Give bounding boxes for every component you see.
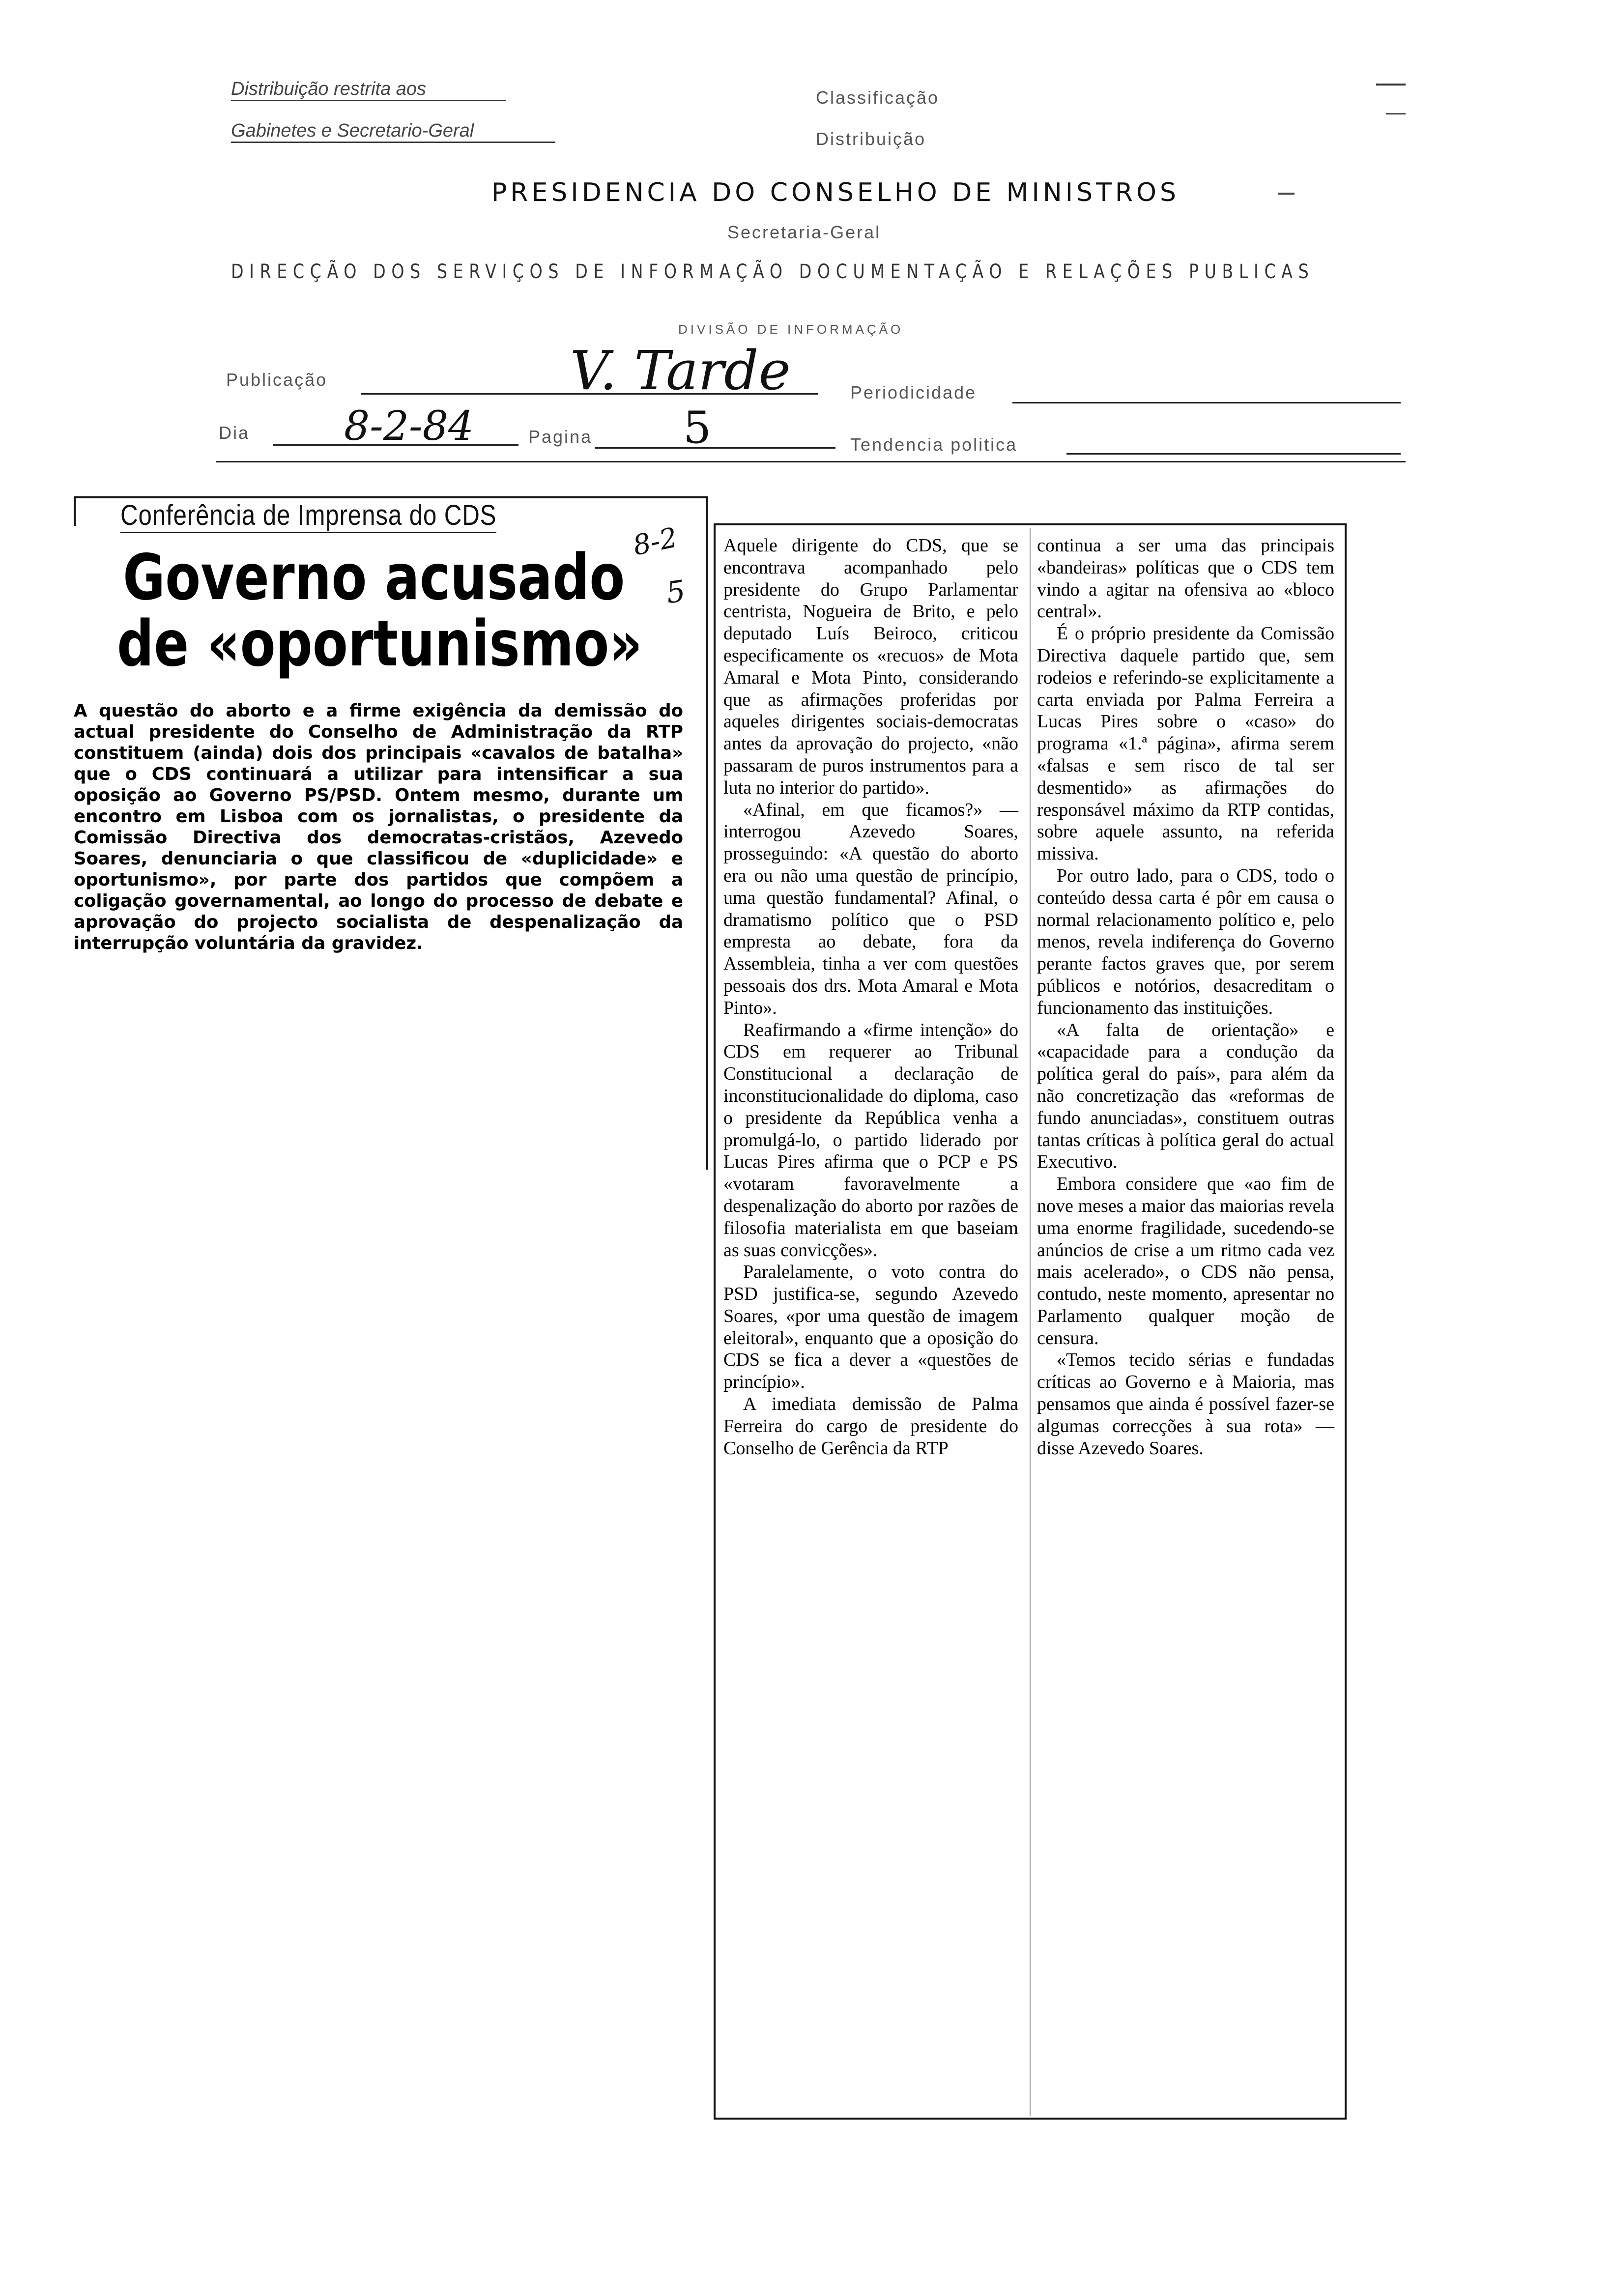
header-rule — [216, 461, 1406, 462]
publication-value: V. Tarde — [570, 339, 791, 402]
col1-paragraph-3: Reafirmando a «firme intenção» do CDS em requerer ao Tribunal Constitucional a declaração de inconstitucionalidade do diploma, caso o presidente da República venha a promulgá-lo, o partido liderado por Lucas Pires afirma que o PCP e PS «votaram favoravelmente a despenalização do aborto por razões de filosofia materialista em que baseiam as suas convicções». — [723, 1019, 1018, 1261]
distribution-note-line1: Distribuição restrita aos — [231, 79, 506, 101]
periodicity-line — [1012, 402, 1401, 403]
dash-mark — [1278, 193, 1295, 195]
division-label: DIVISÃO DE INFORMAÇÃO — [678, 322, 904, 337]
page-line — [595, 447, 835, 449]
col1-paragraph-4: Paralelamente, o voto contra do PSD justifica-se, segundo Azevedo Soares, «por uma questão de imagem eleitoral», enquanto que a oposição do CDS se fica a dever a «questões de princípio». — [723, 1262, 1018, 1393]
clipping-border-left — [74, 496, 76, 526]
col2-paragraph-4: «A falta de orientação» e «capacidade para a condução da política geral do país», para além da não concretização das «reformas de fundo anunciadas», constituem outras tantas críticas à política geral do actual Executivo. — [1037, 1019, 1334, 1173]
handwritten-page-note: 5 — [664, 574, 688, 611]
tendency-label: Tendencia politica — [850, 434, 1018, 455]
article-headline-line2: de «oportunismo» — [117, 607, 643, 681]
column-gutter-rule — [1030, 528, 1031, 2116]
col1-paragraph-1: Aquele dirigente do CDS, que se encontrava acompanhado pelo presidente do Grupo Parlamentar centrista, Nogueira de Brito, e pelo deputado Luís Beiroco, criticou especificamente os «recuos» de Mota Amaral e Mota Pinto, considerando que as afirmações proferidas por aqueles dirigentes sociais-democratas antes da aprovação do projecto, «não passaram de puros instrumentos para a luta no interior do partido». — [723, 535, 1018, 798]
col2-paragraph-6: «Temos tecido sérias e fundadas críticas ao Governo e à Maioria, mas pensamos que ainda é possível fazer-se algumas correcções à sua rota» — disse Azevedo Soares. — [1037, 1349, 1334, 1459]
article-column-1 — [723, 535, 1018, 1459]
col1-paragraph-2: «Afinal, em que ficamos?» — interrogou Azevedo Soares, prosseguindo: «A questão do aborto era ou não uma questão de princípio, uma questão fundamental? Afinal, o dramatismo político que o PSD empresta ao debate, fora da Assembleia, tinha a ver com questões pessoais dos drs. Mota Amaral e Mota Pinto». — [723, 799, 1018, 1018]
day-value: 8-2-84 — [344, 403, 474, 450]
col2-paragraph-5: Embora considere que «ao fim de nove meses a maior das maiorias revela uma enorme fragilidade, sucedendo-se anúncios de crise a um ritmo cada vez mais acelerado», o CDS não pensa, contudo, neste momento, apresentar no Parlamento qualquer moção de censura. — [1037, 1174, 1334, 1349]
periodicity-label: Periodicidade — [850, 382, 977, 402]
clipping-border-top — [74, 496, 708, 498]
publication-label: Publicação — [226, 370, 328, 390]
corner-mark — [1376, 84, 1406, 86]
distribution-note-line2: Gabinetes e Secretario-Geral — [231, 120, 555, 143]
article-column-2 — [1037, 535, 1334, 1459]
ministry-title: PRESIDENCIA DO CONSELHO DE MINISTROS — [491, 178, 1180, 207]
col1-paragraph-5: A imediata demissão de Palma Ferreira do cargo de presidente do Conselho de Gerência da RTP — [723, 1394, 1018, 1459]
page-label: Pagina — [528, 427, 593, 447]
article-kicker: Conferência de Imprensa do CDS — [120, 499, 496, 533]
article-lead: A questão do aborto e a firme exigência da demissão do actual presidente do Conselho de Administração da RTP constituem (ainda) dois dos principais «cavalos de batalha» que o CDS continuará a utilizar para intensificar a sua oposição ao Governo PS/PSD. Ontem mesmo, durante um encontro em Lisboa com os jornalistas, o presidente da Comissão Directiva dos democratas-cristãos, Azevedo Soares, denunciaria o que classificou de «duplicidade» e oportunismo», por parte dos partidos que compõem a coligação governamental, ao longo do processo de debate e aprovação do projecto socialista de despenalização da interrupção voluntária da gravidez. — [74, 701, 683, 953]
clipping-border-right — [706, 496, 708, 1170]
secretariat-label: Secretaria-Geral — [727, 222, 881, 242]
distribution-label: Distribuição — [816, 129, 926, 149]
directorate-label: DIRECÇÃO DOS SERVIÇOS DE INFORMAÇÃO DOCUMENTAÇÃO E RELAÇÕES PUBLICAS — [231, 260, 1315, 283]
col2-paragraph-3: Por outro lado, para o CDS, todo o conteúdo dessa carta é pôr em causa o normal relacionamento político e, pelo menos, revela indiferença do Governo perante factos graves que, por serem públicos e notórios, desacreditam o funcionamento das instituições. — [1037, 865, 1334, 1018]
page-value: 5 — [683, 402, 712, 454]
col2-paragraph-2: É o próprio presidente da Comissão Directiva daquele partido que, sem rodeios e referindo-se explicitamente a carta enviada por Palma Ferreira a Lucas Pires sobre o «caso» do programa «1.ª página», afirma serem «falsas e sem risco de tal ser desmentido» as afirmações do responsável máximo da RTP contidas, sobre aquele assunto, na referida missiva. — [1037, 623, 1334, 864]
corner-mark-2 — [1386, 113, 1406, 115]
article-headline-line1: Governo acusado — [123, 541, 625, 614]
tendency-line — [1066, 453, 1401, 455]
day-label: Dia — [219, 423, 250, 443]
handwritten-date-note: 8-2 — [630, 521, 680, 562]
classification-label: Classificação — [816, 87, 940, 108]
col2-paragraph-1: continua a ser uma das principais «bandeiras» políticas que o CDS tem vindo a agitar na ofensiva ao «bloco central». — [1037, 535, 1334, 622]
